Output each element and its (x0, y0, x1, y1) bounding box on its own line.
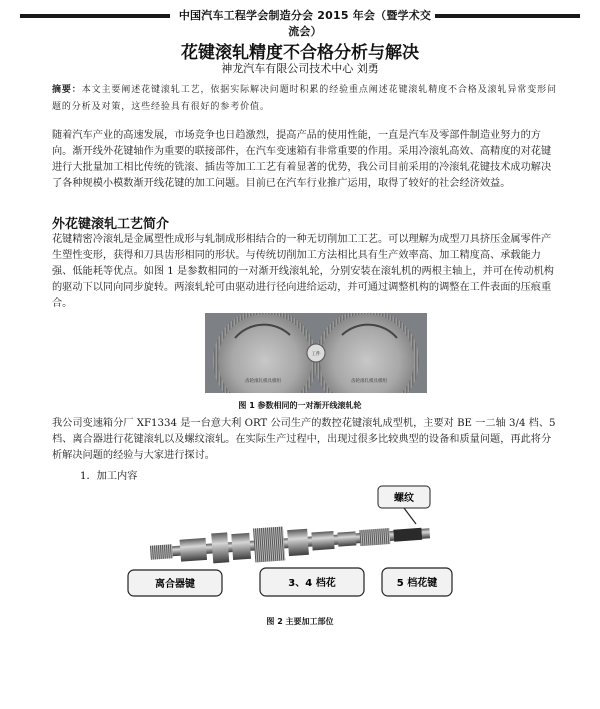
shaft (149, 516, 431, 569)
paragraph-equipment: 我公司变速箱分厂 XF1334 是一台意大利 ORT 公司生产的数控花键滚轧成型机，主要对 BE 一二轴 3/4 档、5 档、离合器进行花键滚轧以及螺纹滚轧。在实际生产过程中，出现过很多比较典型的设备和质量问题，再此将分析解决问题的经验与大家进行探讨。 (52, 418, 556, 461)
paper-author: 神龙汽车有限公司技术中心 刘勇 (221, 62, 379, 75)
spline5-label: 5 档花键 (396, 578, 438, 589)
abstract-label: 摘要： (52, 85, 82, 95)
abstract-text: 本文主要阐述花键滚轧工艺，依据实际解决问题时积累的经验重点阐述花键滚轧精度不合格及滚轧异常变形问题的分析及对策，这些经验具有很好的参考价值。 (52, 85, 557, 112)
figure2-caption: 图 2 主要加工部位 (266, 617, 334, 626)
spline-3-4 (253, 526, 285, 562)
list-item-processing: 1．加工内容 (80, 471, 138, 482)
thread-label: 螺纹 (394, 493, 414, 504)
header-bar-right (435, 14, 580, 18)
right-wheel-label: 齿轮滚轧模具模组 (351, 379, 387, 384)
shaft-illustration (120, 480, 460, 615)
spline-5 (359, 528, 390, 546)
thread-pointer (404, 508, 416, 524)
figure1-photo (205, 313, 427, 393)
clutch-label: 离合器键 (155, 579, 195, 590)
paragraph-process: 花键精密冷滚轧是金属塑性成形与轧制成形相结合的一种无切削加工工艺。可以理解为成型刀具挤压金属零件产生塑性变形，获得和刀具齿形相同的形状。与传统切削加工方法相比具有生产效率高、加工精度高、承载能力强、低能耗等优点。如图 1 是参数相同的一对渐开线滚轧轮，分别安装在滚轧机的两根主轴上，并可在传动机构的驱动下以同向同步旋转。两滚轧轮可由驱动进行径向进给运动，并可通过调整机构的调整在工件表面的压痕重合。 (52, 234, 554, 309)
clutch-spline (150, 544, 173, 560)
abstract (52, 82, 558, 116)
figure1-caption: 图 1 参数相同的一对渐开线滚轧轮 (238, 401, 362, 410)
thread-section (393, 528, 422, 542)
rolling-wheels-illustration (205, 313, 427, 393)
workpiece-label: 工件 (311, 352, 321, 357)
header-text: 中国汽车工程学会制造分会 2015 年会（暨学术交流会） (178, 9, 432, 38)
spline34-label: 3、4 档花 (288, 578, 336, 589)
paper-title: 花键滚轧精度不合格分析与解决 (181, 43, 419, 63)
section-title: 外花键滚轧工艺简介 (52, 217, 170, 232)
paragraph-intro: 随着汽车产业的高速发展，市场竞争也日趋激烈，提高产品的使用性能，一直是汽车及零部件制造业努力的方向。渐开线外花键轴作为重要的联接部件，在汽车变速箱有非常重要的作用。采用冷滚轧高效、高精度的对花键进行大批量加工相比传统的铣滚、插齿等加工工艺有着显著的优势，我公司目前采用的冷滚轧花键技术成功解决了各种规模小模数渐开线花键的加工问题。目前已在汽车行业推广运用，取得了较好的社会经济效益。 (52, 130, 552, 189)
header-bar-left (20, 14, 170, 18)
figure2-diagram (120, 480, 460, 615)
journal-header (20, 6, 580, 38)
left-wheel-label: 齿轮滚轧模具模组 (245, 379, 281, 384)
